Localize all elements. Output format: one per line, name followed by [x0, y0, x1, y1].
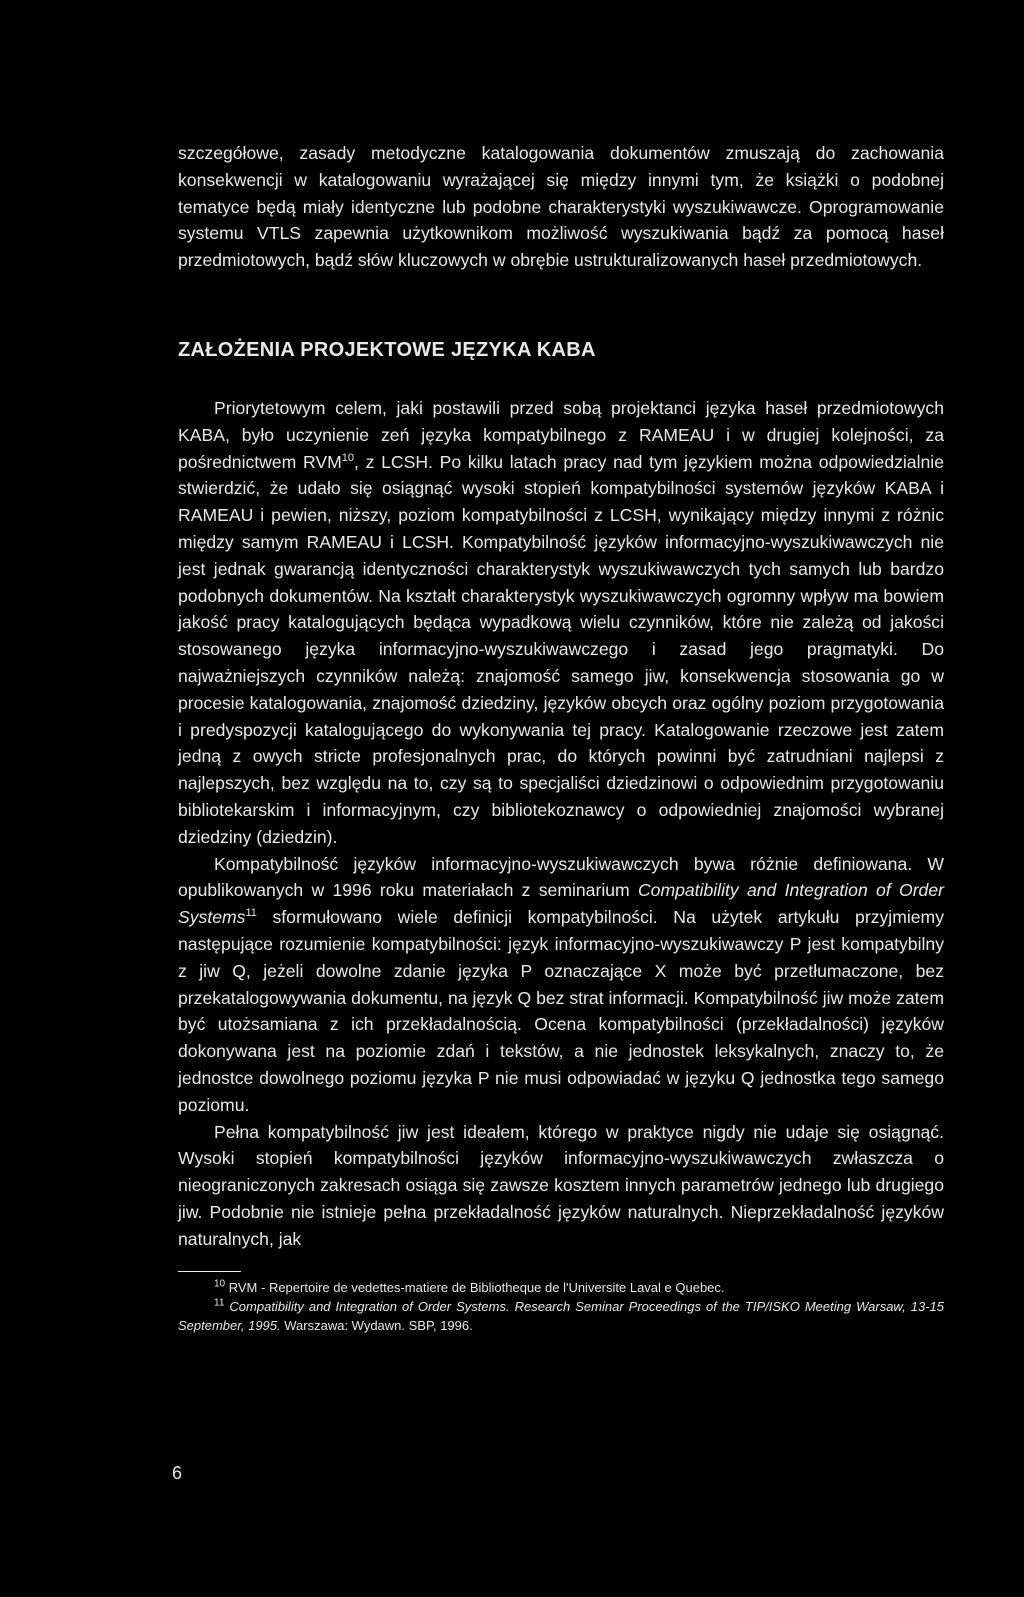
page-body: [178, 140, 944, 1335]
footnote-number: 10: [214, 1279, 226, 1291]
footnote-divider: [178, 1271, 241, 1272]
footnote-10: [178, 1278, 944, 1297]
paragraph-1: [178, 395, 944, 851]
seminar-title: Compatibility and Integration of Order Systems: [178, 880, 944, 928]
footnote-ref-10: 10: [341, 451, 355, 464]
intro-paragraph: szczegółowe, zasady metodyczne katalogowania dokumentów zmuszają do zachowania konsekwencji w katalogowaniu wyrażającej się między innymi tym, że książki o podobnej tematyce będą miały identyczne lub podobne charakterystyki wyszukiwawcze. Oprogramowanie systemu VTLS zapewnia użytkownikom możliwość wyszukiwania bądź za pomocą haseł przedmiotowych, bądź słów kluczowych w obrębie ustrukturalizowanych haseł przedmiotowych.: [178, 143, 944, 271]
paragraph-2-part-b: sformułowano wiele definicji kompatybilności. Na użytek artykułu przyjmiemy następujące rozumienie kompatybilności: język informacyjno-wyszukiwawczy P jest kompatybilny z jiw Q, jeżeli dowolne zdanie języka P oznaczające X może być przetłumaczone, bez przekatalogowywania dokumentu, na język Q bez strat informacji. Kompatybilność jiw może zatem być utożsamiana z ich przekładalnością. Ocena kompatybilności (przekładalności) języków dokonywana jest na poziomie zdań i tekstów, a nie jednostek leksykalnych, znaczy to, że jednostce dowolnego poziomu języka P nie musi odpowiadać w języku Q jednostka tego samego poziomu.: [178, 907, 944, 1115]
paragraph-1-part-a: Priorytetowym celem, jaki postawili przed sobą projektanci języka haseł przedmiotowych KABA, było uczynienie zeń języka kompatybilnego z RAMEAU i w drugiej kolejności, za pośrednictwem RVM: [178, 397, 944, 472]
section-heading: ZAŁOŻENIA PROJEKTOWE JĘZYKA KABA: [178, 338, 596, 361]
paragraph-2-part-a: Kompatybilność języków informacyjno-wyszukiwawczych bywa różnie definiowana. W opublikowanych w 1996 roku materiałach z seminarium: [178, 853, 944, 901]
footnote-number: 11: [214, 1298, 225, 1310]
paragraph-3: Pełna kompatybilność jiw jest ideałem, którego w praktyce nigdy nie udaje się osiągnąć. Wysoki stopień kompatybilności języków informacyjno-wyszukiwawczych zwłaszcza o nieograniczonych zakresach osiąga się zawsze kosztem innych parametrów jednego lub drugiego jiw. Podobnie nie istnieje pełna przekładalność języków naturalnych. Nieprzekładalność języków naturalnych, jak: [178, 1121, 944, 1249]
footnote-text: Warszawa: Wydawn. SBP, 1996.: [280, 1318, 473, 1334]
page-number: 6: [172, 1463, 183, 1483]
footnote-ref-11: 11: [245, 907, 257, 920]
footnote-text: RVM - Repertoire de vedettes-matiere de Bibliotheque de l'Universite Laval e Quebec.: [225, 1280, 725, 1296]
footnote-title: Compatibility and Integration of Order Systems. Research Seminar Proceedings of the TIP/ISKO Meeting Warsaw, 13-15 September, 1995.: [178, 1299, 944, 1334]
footnotes: [178, 1271, 944, 1335]
paragraph-1-part-b: , z LCSH. Po kilku latach pracy nad tym językiem można odpowiedzialnie stwierdzić, że udało się osiągnąć wysoki stopień kompatybilności systemów języków KABA i RAMEAU i pewien, niższy, poziom kompatybilności z LCSH, wynikający między innymi z różnic między samym RAMEAU i LCSH. Kompatybilność języków informacyjno-wyszukiwawczych nie jest jednak gwarancją identyczności charakterystyk wyszukiwawczych tych samych lub bardzo podobnych dokumentów. Na kształt charakterystyk wyszukiwawczych ogromny wpływ ma bowiem jakość pracy katalogujących będąca wypadkową wielu czynników, które nie zależą od jakości stosowanego języka informacyjno-wyszukiwawczego i zasad jego pragmatyki. Do najważniejszych czynników należą: znajomość samego jiw, konsekwencja stosowania go w procesie katalogowania, znajomość dziedziny, języków obcych oraz ogólny poziom przygotowania i predyspozycji katalogującego do wykonywania tej pracy. Katalogowanie rzeczowe jest zatem jedną z owych stricte profesjonalnych prac, do których powinni być zatrudniani najlepsi z najlepszych, bez względu na to, czy są to specjaliści dziedzinowi o odpowiednim przygotowaniu bibliotekarskim i informacyjnym, czy bibliotekoznawcy o odpowiedniej znajomości wybranej dziedziny (dziedzin).: [178, 451, 944, 847]
footnote-11: [178, 1297, 944, 1335]
paragraph-2: [178, 851, 944, 1119]
